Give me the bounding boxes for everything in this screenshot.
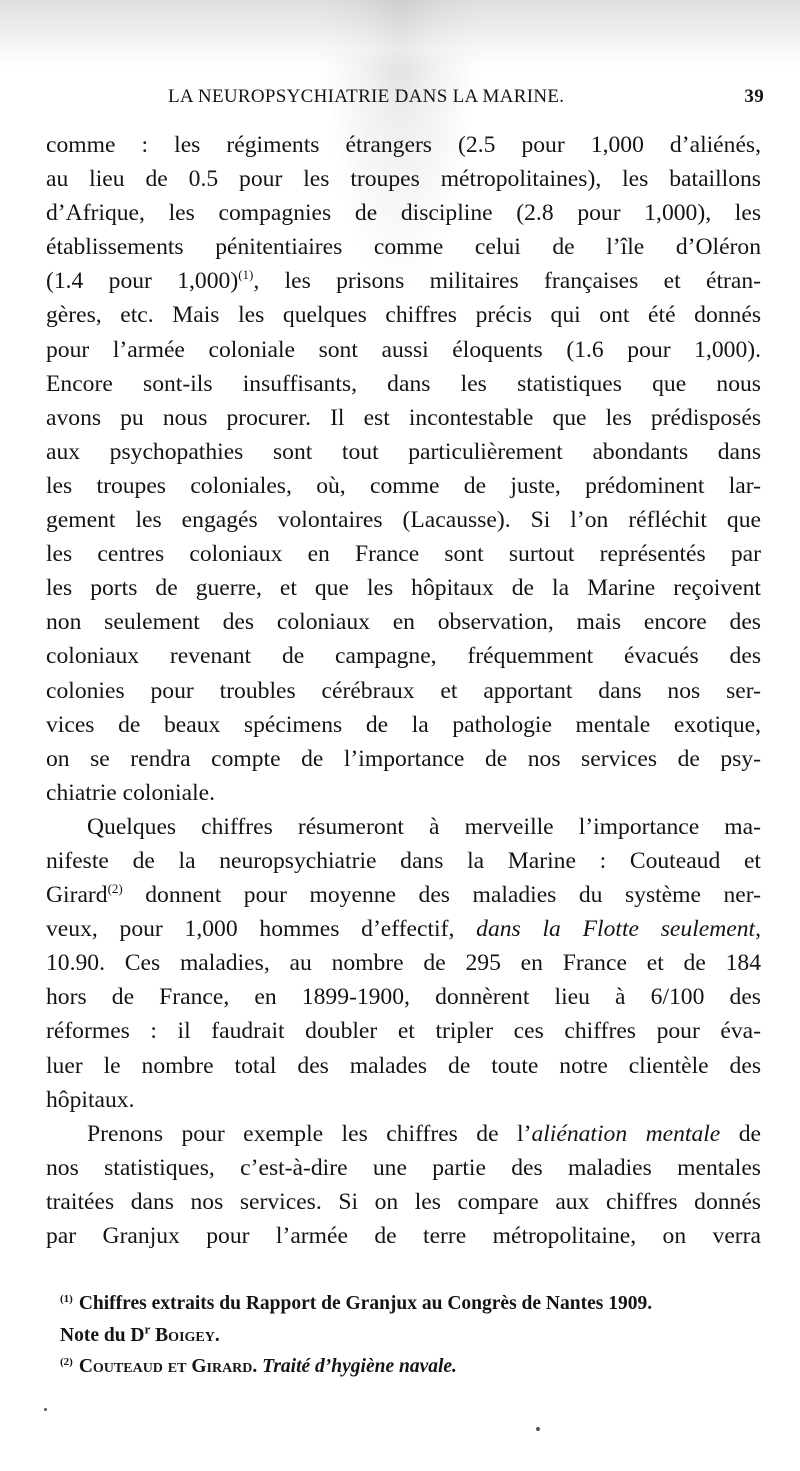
text-line <box>46 639 761 673</box>
running-title: LA NEUROPSYCHIATRIE DANS LA MARINE. <box>168 86 565 107</box>
italic-phrase: aliénation mentale <box>531 1120 721 1147</box>
text-line <box>46 264 761 298</box>
text-line <box>46 708 761 742</box>
line-text: nos statistiques, c’est-à-dire une partie des maladies mentales <box>46 1154 761 1181</box>
line-text: les troupes coloniales, où, comme de juste, prédominent lar- <box>46 472 761 499</box>
footnote-2-authors: Couteaud et Girard. <box>78 1356 258 1377</box>
text-line <box>46 162 761 196</box>
text-line <box>46 333 761 367</box>
footnote-1-text: Chiffres extraits du Rapport de Granjux au Congrès de Nantes 1909. <box>78 1293 653 1314</box>
text-line <box>46 810 761 844</box>
line-text: Quelques chiffres résumeront à merveille l’importance ma- <box>87 813 761 840</box>
line-text: par Granjux pour l’armée de terre métropolitaine, on verra <box>46 1223 761 1249</box>
line-text: , les prisons militaires françaises et étran- <box>253 268 761 295</box>
scan-speck <box>44 1408 47 1411</box>
text-line <box>46 537 761 571</box>
footnote-1-note-name: Boigey. <box>155 1324 220 1346</box>
page-header <box>168 86 764 114</box>
text-line <box>46 1117 761 1151</box>
line-text: donnent pour moyenne des maladies du système ner- <box>122 882 761 909</box>
line-text: luer le nombre total des malades de toute notre clientèle des <box>46 1052 761 1079</box>
line-text: les centres coloniaux en France sont surtout représentés par <box>46 541 761 568</box>
text-line <box>46 298 761 332</box>
text-line <box>46 674 761 708</box>
text-line <box>46 912 761 946</box>
footnote-reference: (2) <box>107 881 123 897</box>
text-line <box>46 1219 761 1253</box>
footnote-2 <box>60 1351 760 1383</box>
line-text: aux psychopathies sont tout particulièrement abondants dans <box>46 438 761 465</box>
line-text: coloniaux revenant de campagne, fréquemment évacués des <box>46 643 761 670</box>
line-text: chiatrie coloniale. <box>46 779 216 806</box>
line-text: colonies pour troubles cérébraux et apportant dans nos ser- <box>46 677 761 704</box>
line-text: hôpitaux. <box>46 1086 135 1113</box>
text-line <box>46 878 761 912</box>
line-text: pour l’armée coloniale sont aussi éloquents (1.6 pour 1,000). <box>46 336 761 363</box>
text-line <box>46 1151 761 1185</box>
text-line <box>46 196 761 230</box>
text-line <box>46 230 761 264</box>
line-text: avons pu nous procurer. Il est incontestable que les prédisposés <box>46 404 761 431</box>
line-text: hors de France, en 1899-1900, donnèrent lieu à 6/100 des <box>46 984 761 1011</box>
text-line <box>46 1083 761 1117</box>
line-text: gement les engagés volontaires (Lacausse). Si l’on réfléchit que <box>46 507 761 534</box>
line-text: gères, etc. Mais les quelques chiffres précis qui ont été donnés <box>46 302 761 329</box>
line-text: traitées dans nos services. Si on les compare aux chiffres donnés <box>46 1188 761 1215</box>
line-text: vices de beaux spécimens de la pathologie mentale exotique, <box>46 711 761 738</box>
line-text: réformes : il faudrait doubler et tripler ces chiffres pour éva- <box>46 1018 761 1045</box>
line-text: , <box>755 916 761 943</box>
text-line <box>46 946 761 980</box>
line-text: veux, pour 1,000 hommes d’effectif, <box>46 916 477 943</box>
line-text: comme : les régiments étrangers (2.5 pour 1,000 d’aliénés, <box>46 132 761 158</box>
line-text: Encore sont-ils insuffisants, dans les statistiques que nous <box>46 370 761 397</box>
page-number: 39 <box>744 86 764 107</box>
italic-phrase: dans la Flotte seulement <box>476 916 756 943</box>
line-text: au lieu de 0.5 pour les troupes métropolitaines), les bataillons <box>46 166 761 193</box>
scan-speck <box>536 1427 540 1431</box>
line-text: (1.4 pour 1,000) <box>46 268 239 295</box>
text-line <box>46 605 761 639</box>
text-line <box>46 776 761 810</box>
scan-shadow <box>0 0 800 70</box>
text-line <box>46 503 761 537</box>
footnote-reference: (1) <box>238 267 254 283</box>
line-text: 10.90. Ces maladies, au nombre de 295 en France et de 184 <box>46 950 761 977</box>
footnotes <box>60 1288 760 1383</box>
text-line <box>46 980 761 1014</box>
line-text: établissements pénitentiaires comme celui de l’île d’Oléron <box>46 234 761 261</box>
text-line <box>46 742 761 776</box>
text-line <box>46 367 761 401</box>
text-line <box>46 435 761 469</box>
line-text: de <box>720 1120 761 1147</box>
footnote-1-mark: (1) <box>60 1292 73 1305</box>
text-line <box>46 571 761 605</box>
text-line <box>46 469 761 503</box>
line-text: d’Afrique, les compagnies de discipline (2.8 pour 1,000), les <box>46 200 761 227</box>
footnote-1-note-sup: r <box>144 1321 151 1336</box>
text-line <box>46 1014 761 1048</box>
line-text: Girard <box>46 882 108 909</box>
line-text: Prenons pour exemple les chiffres de l’ <box>87 1120 532 1147</box>
text-line <box>46 1185 761 1219</box>
text-line <box>46 1049 761 1083</box>
footnote-1 <box>60 1288 760 1320</box>
footnote-2-mark: (2) <box>60 1355 73 1368</box>
text-line <box>46 844 761 878</box>
line-text: les ports de guerre, et que les hôpitaux de la Marine reçoivent <box>46 575 761 602</box>
body-text <box>46 128 761 1253</box>
line-text: non seulement des coloniaux en observation, mais encore des <box>46 609 761 636</box>
footnote-1-note-prefix: Note du D <box>60 1324 145 1346</box>
footnote-2-title: Traité d’hygiène navale. <box>262 1356 457 1377</box>
footnote-1-continuation <box>60 1320 760 1352</box>
line-text: on se rendra compte de l’importance de nos services de psy- <box>46 745 761 772</box>
text-line <box>46 128 761 162</box>
text-line <box>46 401 761 435</box>
line-text: nifeste de la neuropsychiatrie dans la Marine : Couteaud et <box>46 847 761 874</box>
